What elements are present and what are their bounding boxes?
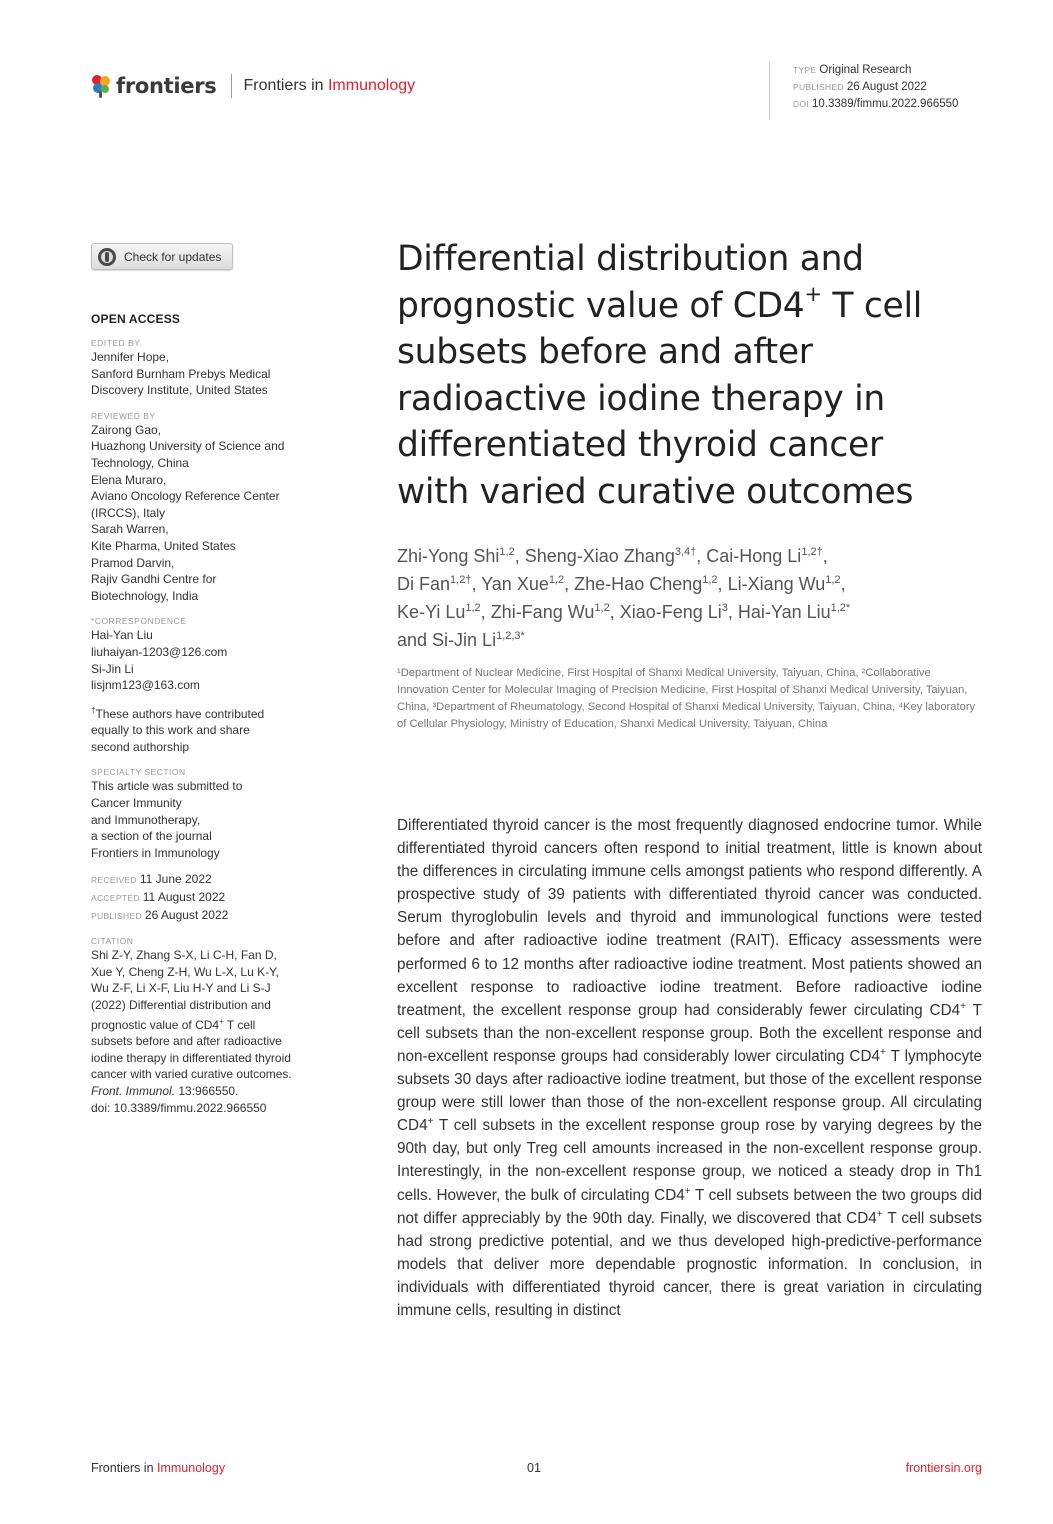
specialty-line: and Immunotherapy, bbox=[91, 812, 201, 827]
reviewer-line: Biotechnology, India bbox=[91, 588, 199, 603]
citation-line: Xue Y, Cheng Z-H, Wu L-X, Lu K-Y, bbox=[91, 964, 279, 979]
reviewer-line: Elena Muraro, bbox=[91, 472, 167, 487]
accepted-value: 11 August 2022 bbox=[142, 890, 226, 905]
author-sup: 1,2 bbox=[499, 546, 515, 558]
journal-prefix: Frontiers in bbox=[243, 77, 328, 94]
citation-line: iodine therapy in differentiated thyroid bbox=[91, 1050, 291, 1065]
open-access-label: OPEN ACCESS bbox=[91, 312, 181, 326]
citation-volume: 13:966550. bbox=[175, 1083, 239, 1098]
title-line bbox=[397, 283, 1017, 330]
author-name[interactable]: Xiao-Feng Li bbox=[619, 602, 722, 622]
citation-heading: CITATION bbox=[91, 936, 134, 947]
meta-type-key: TYPE bbox=[793, 65, 817, 75]
author-sup: 3 bbox=[721, 602, 728, 614]
author-row bbox=[397, 626, 1017, 654]
journal-name: Immunology bbox=[327, 77, 416, 94]
citation-line-text: prognostic value of CD4 bbox=[91, 1017, 220, 1032]
specialty-list bbox=[91, 778, 321, 861]
citation-journal: Front. Immunol. bbox=[91, 1083, 176, 1098]
citation-line: (2022) Differential distribution and bbox=[91, 998, 271, 1012]
reviewed-by-list bbox=[91, 422, 321, 605]
title-line-tail: T cell bbox=[821, 285, 923, 326]
meta-published-value: 26 August 2022 bbox=[846, 81, 927, 93]
received-key: RECEIVED bbox=[91, 875, 137, 886]
dates-block bbox=[91, 871, 321, 924]
author-name[interactable]: Si-Jin Li bbox=[432, 630, 497, 650]
author-name[interactable]: Zhi-Fang Wu bbox=[490, 602, 595, 622]
editor-line: Sanford Burnham Prebys Medical bbox=[91, 366, 271, 381]
citation-sup: + bbox=[219, 1016, 224, 1026]
reviewer-line: Rajiv Gandhi Centre for bbox=[91, 572, 217, 587]
citation-line: Shi Z-Y, Zhang S-X, Li C-H, Fan D, bbox=[91, 948, 277, 963]
correspondent-name: Hai-Yan Liu bbox=[91, 628, 153, 643]
author-name[interactable]: Zhi-Yong Shi bbox=[397, 546, 500, 566]
published-value: 26 August 2022 bbox=[144, 907, 229, 922]
header-divider bbox=[231, 74, 232, 98]
author-list bbox=[397, 542, 1017, 654]
received-value: 11 June 2022 bbox=[139, 872, 212, 887]
reviewer-line: Technology, China bbox=[91, 455, 189, 470]
reviewer-line: Kite Pharma, United States bbox=[91, 538, 236, 553]
abstract-text: T cell subsets than the non-excellent response group. Both the excellent response and non-excellent response groups had considerably lower circulating CD4 bbox=[397, 1001, 982, 1065]
journal-header bbox=[90, 70, 415, 102]
abstract-sup: + bbox=[427, 1116, 434, 1128]
author-sup: 1,2† bbox=[450, 574, 472, 586]
note-line bbox=[91, 703, 321, 723]
citation-line bbox=[91, 1014, 321, 1034]
note-line: second authorship bbox=[91, 739, 190, 754]
received-date bbox=[91, 871, 321, 889]
article-meta bbox=[769, 62, 958, 120]
equal-contribution-note bbox=[91, 703, 321, 756]
correspondent-email[interactable]: lisjnm123@163.com bbox=[91, 678, 200, 693]
frontiers-logo[interactable] bbox=[90, 74, 217, 98]
check-updates-label: Check for updates bbox=[124, 249, 222, 264]
abstract bbox=[397, 814, 982, 1322]
citation-text bbox=[91, 947, 321, 1116]
citation-line: cancer with varied curative outcomes. bbox=[91, 1067, 292, 1082]
footer-journal bbox=[91, 1461, 225, 1475]
published-key: PUBLISHED bbox=[91, 910, 142, 921]
abstract-text: T cell subsets between the two groups did not differ appreciably by the 90th day. Finally, we discovered that CD4 bbox=[397, 1186, 982, 1227]
reviewer-line: Sarah Warren, bbox=[91, 522, 169, 537]
citation-line-tail: T cell bbox=[223, 1017, 256, 1032]
author-name[interactable]: Ke-Yi Lu bbox=[397, 602, 466, 622]
editor-line: Jennifer Hope, bbox=[91, 350, 170, 364]
author-name[interactable]: Cai-Hong Li bbox=[706, 546, 802, 566]
check-for-updates-button[interactable] bbox=[91, 243, 233, 270]
citation-line: Wu Z-F, Li X-F, Liu H-Y and Li S-J bbox=[91, 981, 271, 996]
journal-title[interactable] bbox=[244, 77, 416, 95]
author-name[interactable]: Zhe-Hao Cheng bbox=[574, 574, 703, 594]
abstract-sup: + bbox=[960, 1000, 966, 1012]
meta-doi-key: DOI bbox=[793, 99, 810, 109]
reviewer-line: Pramod Darvin, bbox=[91, 555, 175, 570]
affiliations: ¹Department of Nuclear Medicine, First Hospital of Shanxi Medical University, Taiyuan, China, ²Collaborative Innovation Center for Molecular Imaging of Precision Medicine, First Hospital of Shanxi Medical University, Taiyuan, China, ³Department of Rheumatology, Second Hospital of Shanxi Medical University, Taiyuan, China, ⁴Key laboratory of Cellular Physiology, Ministry of Education, Shanxi Medical University, Taiyuan, China bbox=[397, 667, 976, 730]
footer-journal-name: Immunology bbox=[157, 1461, 226, 1475]
meta-type-value: Original Research bbox=[819, 64, 912, 76]
accepted-key: ACCEPTED bbox=[91, 893, 140, 904]
reviewer-line: Huazhong University of Science and bbox=[91, 439, 285, 454]
frontiers-logo-icon bbox=[90, 74, 112, 98]
specialty-line: This article was submitted to bbox=[91, 779, 243, 794]
author-name[interactable]: Yan Xue bbox=[481, 574, 549, 594]
correspondence-list bbox=[91, 627, 321, 693]
abstract-text: Differentiated thyroid cancer is the most frequently diagnosed endocrine tumor. While differentiated thyroid cancers often respond to initial treatment, little is known about the differences in circulating immune cells amongst patients who respond differently. A prospective study of 39 patients with differentiated thyroid cancer was conducted. Serum thyroglobulin levels and thyroid and immunological functions were tested before and after radioactive iodine treatment (RAIT). Efficacy assessments were performed 6 to 12 months after radioactive iodine treatment. Most patients showed an excellent response to radioactive iodine treatment. Before radioactive iodine treatment, the excellent response group had considerably fewer circulating CD4 bbox=[397, 817, 982, 1019]
author-name[interactable]: Li-Xiang Wu bbox=[727, 574, 826, 594]
author-sup: 1,2 bbox=[702, 574, 718, 586]
accepted-date bbox=[91, 889, 321, 907]
author-sup: 3,4† bbox=[674, 546, 697, 558]
title-sup: + bbox=[804, 282, 822, 306]
meta-doi bbox=[793, 96, 958, 113]
reviewer-line: Aviano Oncology Reference Center bbox=[91, 489, 280, 504]
article-title bbox=[397, 236, 1017, 515]
citation-journal-ref bbox=[91, 1083, 321, 1100]
page-number: 01 bbox=[527, 1461, 541, 1475]
author-sup: 1,2 bbox=[825, 574, 841, 586]
abstract-text: T lymphocyte subsets 30 days after radioactive iodine treatment, but those of the excellent response group were still lower than those of the non-excellent response group. All circulating CD4 bbox=[397, 1047, 982, 1135]
meta-published-key: PUBLISHED bbox=[793, 82, 844, 92]
abstract-sup: + bbox=[684, 1185, 691, 1197]
meta-type bbox=[793, 62, 958, 79]
sidebar bbox=[91, 243, 321, 1116]
specialty-line: Frontiers in Immunology bbox=[91, 845, 220, 860]
author-sup: 1,2† bbox=[801, 546, 823, 558]
edited-by-list bbox=[91, 349, 321, 399]
title-line: with varied curative outcomes bbox=[397, 471, 914, 512]
specialty-line: Cancer Immunity bbox=[91, 796, 182, 811]
author-name[interactable]: Hai-Yan Liu bbox=[737, 602, 831, 622]
title-line: radioactive iodine therapy in bbox=[397, 378, 885, 419]
author-sup: 1,2 bbox=[548, 574, 565, 586]
note-line: equally to this work and share bbox=[91, 723, 250, 738]
title-line: subsets before and after bbox=[397, 332, 813, 372]
check-updates-icon bbox=[97, 247, 117, 267]
meta-published bbox=[793, 79, 958, 96]
title-line: Differential distribution and bbox=[397, 239, 864, 279]
citation-doi[interactable]: doi: 10.3389/fimmu.2022.966550 bbox=[91, 1100, 267, 1115]
footer-prefix: Frontiers in bbox=[91, 1461, 157, 1475]
footer-site-link[interactable]: frontiersin.org bbox=[905, 1461, 982, 1475]
correspondent-email[interactable]: liuhaiyan-1203@126.com bbox=[91, 644, 228, 659]
reviewer-line: (IRCCS), Italy bbox=[91, 505, 166, 520]
published-date bbox=[91, 907, 321, 925]
abstract-text: T cell subsets had strong predictive potential, and we thus developed high-predictive-performance models that deliver more dependable prognostic information. In conclusion, in individuals with differentiated thyroid cancer, there is great variation in circulating immune cells, resulting in distinct bbox=[397, 1209, 982, 1319]
author-name[interactable]: Sheng-Xiao Zhang bbox=[524, 546, 675, 566]
edited-by-heading: EDITED BY bbox=[91, 338, 141, 348]
abstract-sup: + bbox=[876, 1208, 883, 1220]
author-and: and bbox=[397, 630, 433, 650]
specialty-heading: SPECIALTY SECTION bbox=[91, 767, 186, 778]
author-name[interactable]: Di Fan bbox=[397, 574, 451, 594]
title-line: differentiated thyroid cancer bbox=[397, 425, 883, 465]
editor-line: Discovery Institute, United States bbox=[91, 383, 268, 398]
abstract-text: T cell subsets in the excellent response group rose by varying degrees by the 90th day, but only Treg cell amounts increased in the non-excellent response group. Interestingly, in the non-excellent response group, we noticed a steady drop in Th1 cells. However, the bulk of circulating CD4 bbox=[397, 1117, 982, 1204]
author-row: Di Fan$^{1,2\dagger}$, Yan Xue$^{1,2}$, Zhe-Hao Cheng$^{1,2}$, Li-Xiang Wu$^{1,2}$, bbox=[397, 574, 846, 594]
specialty-line: a section of the journal bbox=[91, 829, 212, 844]
brand-name: frontiers bbox=[116, 74, 217, 98]
author-sup: 1,2 bbox=[465, 602, 481, 614]
author-row: Zhi-Yong Shi$^{1,2}$, Sheng-Xiao Zhang$^{3,4\dagger}$, Cai-Hong $Li^{1,2\dagger}$, bbox=[397, 546, 828, 566]
abstract-sup: + bbox=[880, 1046, 886, 1058]
note-text: These authors have contributed bbox=[95, 706, 265, 721]
author-sup: 1,2* bbox=[830, 602, 851, 614]
correspondence-heading: *CORRESPONDENCE bbox=[91, 616, 187, 627]
reviewer-line: Zairong Gao, bbox=[91, 422, 162, 437]
correspondent-name: Si-Jin Li bbox=[91, 661, 134, 676]
author-sup: 1,2 bbox=[594, 602, 610, 614]
reviewed-by-heading: REVIEWED BY bbox=[91, 410, 156, 421]
title-line-text: prognostic value of CD4 bbox=[397, 285, 805, 326]
meta-doi-value[interactable]: 10.3389/fimmu.2022.966550 bbox=[812, 98, 959, 110]
author-sup: 1,2,3* bbox=[496, 630, 525, 642]
citation-line: subsets before and after radioactive bbox=[91, 1034, 282, 1049]
dagger-mark: † bbox=[91, 705, 96, 715]
author-row: Ke-Yi Lu$^{1,2}$, Zhi-Fang Wu$^{1,2}$, Xiao-Feng Li$^3$, Hai-Yan Liu$^{1,2*}$ bbox=[397, 602, 851, 622]
